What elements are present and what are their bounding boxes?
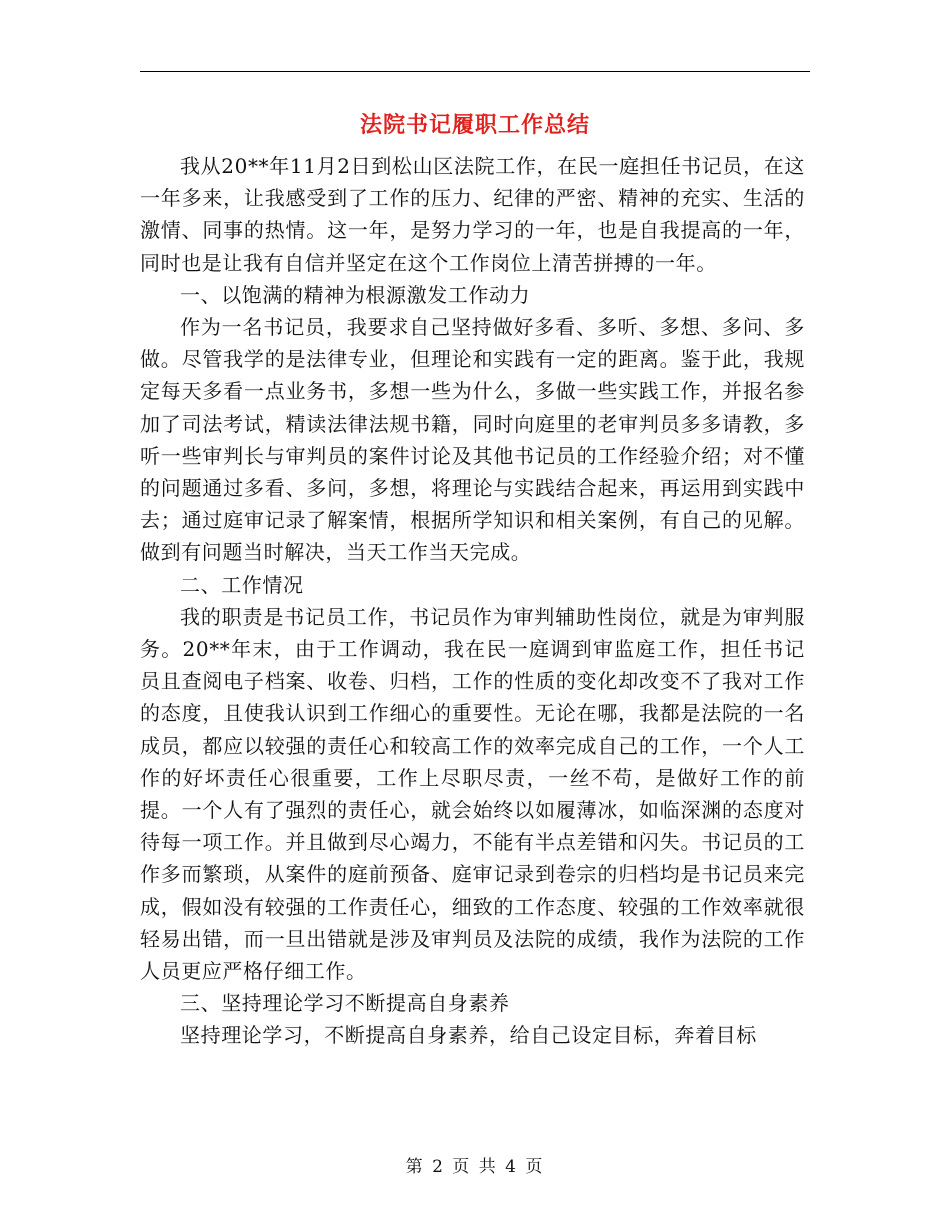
- paragraph-section-3: 坚持理论学习，不断提高自身素养，给自己设定目标，奔着目标: [180, 1023, 757, 1048]
- page-number-footer: 第 2 页 共 4 页: [405, 1157, 545, 1177]
- document-body: [140, 150, 805, 1052]
- header-rule: [140, 71, 810, 72]
- paragraph-section-2: 我的职责是书记员工作，书记员作为审判辅助性岗位，就是为审判服务。20**年末，由于工作调动，我在民一庭调到审监庭工作，担任书记员且查阅电子档案、收卷、归档，工作的性质的变化却改变不了我对工作的态度，且使我认识到工作细心的重要性。无论在哪，我都是法院的一名成员，都应以较强的责任心和较高工作的效率完成自己的工作，一个人工作的好坏责任心很重要，工作上尽职尽责，一丝不苟，是做好工作的前提。一个人有了强烈的责任心，就会始终以如履薄冰，如临深渊的态度对待每一项工作。并且做到尽心竭力，不能有半点差错和闪失。书记员的工作多而繁琐，从案件的庭前预备、庭审记录到卷宗的归档均是书记员来完成，假如没有较强的工作责任心，细致的工作态度、较强的工作效率就很轻易出错，而一旦出错就是涉及审判员及法院的成绩，我作为法院的工作人员更应严格仔细工作。: [140, 604, 805, 984]
- document-title: 法院书记履职工作总结: [359, 112, 590, 138]
- paragraph-intro: 我从20**年11月2日到松山区法院工作，在民一庭担任书记员，在这一年多来，让我感受到了工作的压力、纪律的严密、精神的充实、生活的激情、同事的热情。这一年，是努力学习的一年，也是自我提高的一年，同时也是让我有自信并坚定在这个工作岗位上清苦拼搏的一年。: [140, 154, 805, 275]
- section-heading-2: 二、工作情况: [180, 572, 304, 597]
- paragraph-section-1: 作为一名书记员，我要求自己坚持做好多看、多听、多想、多问、多做。尽管我学的是法律专业，但理论和实践有一定的距离。鉴于此，我规定每天多看一点业务书，多想一些为什么，多做一些实践工作，并报名参加了司法考试，精读法律法规书籍，同时向庭里的老审判员多多请教，多听一些审判长与审判员的案件讨论及其他书记员的工作经验介绍；对不懂的问题通过多看、多问，多想，将理论与实践结合起来，再运用到实践中去；通过庭审记录了解案情，根据所学知识和相关案例，有自己的见解。做到有问题当时解决，当天工作当天完成。: [140, 315, 805, 565]
- section-heading-1: 一、以饱满的精神为根源激发工作动力: [180, 282, 531, 307]
- section-heading-3: 三、坚持理论学习不断提高自身素养: [180, 991, 510, 1016]
